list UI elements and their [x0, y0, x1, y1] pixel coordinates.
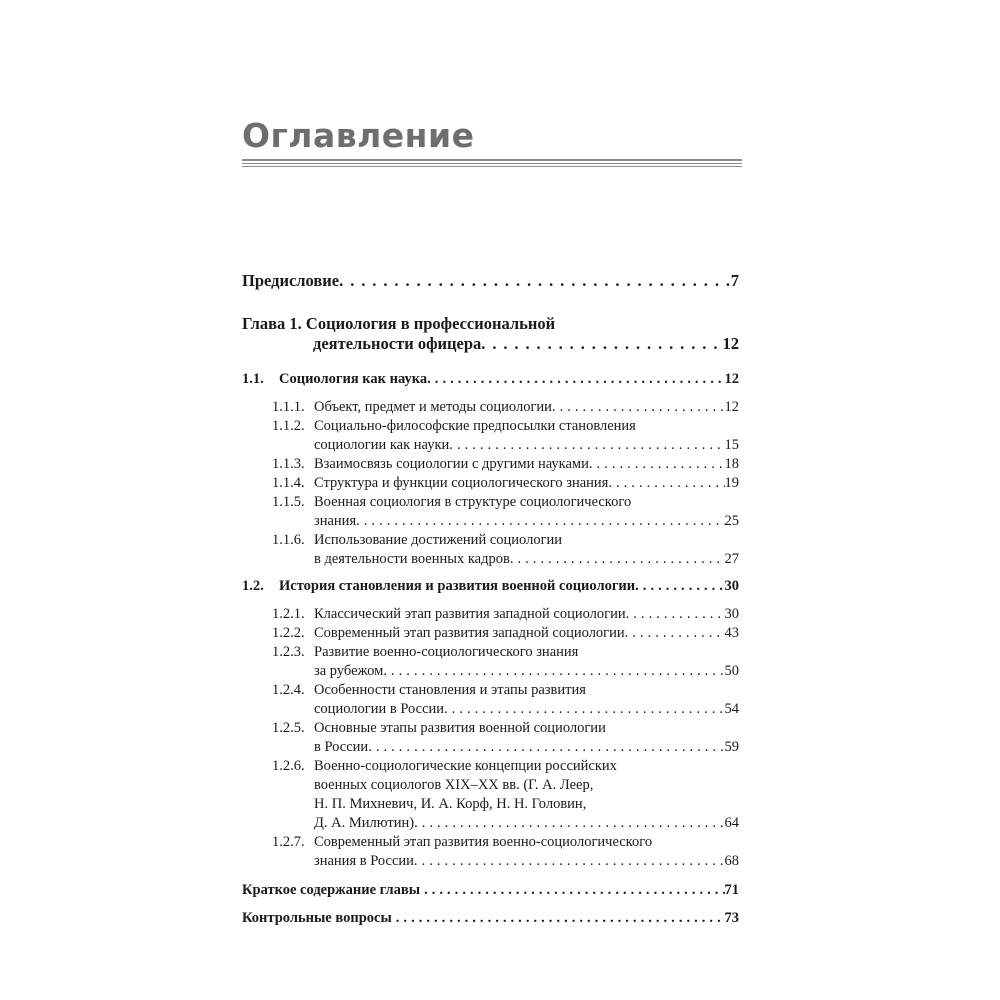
dot-leader: [589, 456, 725, 473]
toc-entry-preface[interactable]: [242, 271, 739, 295]
toc-entry-label: Современный этап развития западной социологии: [314, 625, 625, 641]
toc-page-number: 12: [724, 371, 739, 387]
dot-leader: [396, 910, 725, 927]
toc-section-number: 1.1.: [242, 371, 264, 387]
dot-leader: [449, 437, 724, 454]
toc-entry-label: Краткое содержание главы: [242, 882, 421, 898]
dot-leader: [414, 853, 725, 870]
toc-entry-chapter-summary[interactable]: [242, 882, 739, 902]
dot-leader: [414, 815, 724, 832]
toc-entry-1-2-7-continued[interactable]: [314, 853, 739, 872]
dot-leader: [510, 551, 725, 568]
toc-page-number: 50: [724, 663, 739, 679]
toc-entry-1-1-1[interactable]: [272, 399, 739, 418]
page-title: Оглавление: [242, 116, 475, 155]
toc-section-number: 1.1.4.: [272, 475, 305, 491]
toc-entry-1-1-2[interactable]: [272, 418, 739, 437]
toc-entry-1-1-6-continued[interactable]: [314, 551, 739, 570]
toc-entry-label: социологии как науки: [314, 437, 450, 453]
dot-leader: [608, 475, 724, 492]
toc-section-number: 1.1.5.: [272, 494, 305, 510]
toc-entry-label: Развитие военно-социологического знания: [314, 644, 579, 660]
toc-entry-1-1-5-continued[interactable]: [314, 513, 739, 532]
toc-entry-label: Д. А. Милютин): [314, 815, 415, 831]
toc-entry-label: знания в России: [314, 853, 414, 869]
toc-entry-1-2-2[interactable]: [272, 625, 739, 644]
toc-entry-label: в деятельности военных кадров: [314, 551, 510, 567]
dot-leader: [552, 399, 725, 416]
dot-leader: [481, 334, 722, 354]
toc-entry-1-2-3[interactable]: [272, 644, 739, 663]
dot-leader: [383, 663, 724, 680]
toc-entry-label: Контрольные вопросы: [242, 910, 392, 926]
toc-entry-label: знания: [314, 513, 357, 529]
dot-leader: [424, 882, 724, 899]
toc-entry-label: Глава 1. Социология в профессиональной: [242, 314, 556, 333]
toc-entry-1-2-1[interactable]: [272, 606, 739, 625]
toc-page-number: 27: [724, 551, 739, 567]
toc-section-number: 1.2.5.: [272, 720, 305, 736]
toc-entry-1-1-5[interactable]: [272, 494, 739, 513]
toc-page-number: 12: [724, 399, 739, 415]
toc-section-number: 1.2.4.: [272, 682, 305, 698]
title-rule-thick: [242, 159, 742, 161]
toc-entry-1-1-6[interactable]: [272, 532, 739, 551]
toc-entry-label: История становления и развития военной социологии: [279, 578, 636, 594]
toc-entry-1-2-6-continued[interactable]: [314, 815, 739, 834]
toc-entry-label: Классический этап развития западной социологии: [314, 606, 626, 622]
toc-entry-1-2-6-continued[interactable]: [314, 796, 739, 815]
toc-entry-1-2-6-continued[interactable]: [314, 777, 739, 796]
toc-entry-label: Современный этап развития военно-социологического: [314, 834, 653, 850]
toc-entry-section-1-1[interactable]: [242, 371, 739, 391]
toc-entry-1-2-4[interactable]: [272, 682, 739, 701]
toc-entry-label: военных социологов XIX–XX вв. (Г. А. Леер,: [314, 777, 594, 793]
toc-entry-label: Социально-философские предпосылки становления: [314, 418, 636, 434]
toc-page-number: 54: [724, 701, 739, 717]
toc-page-number: 7: [730, 271, 739, 290]
toc-section-number: 1.1.6.: [272, 532, 305, 548]
toc-section-number: 1.2.1.: [272, 606, 305, 622]
dot-leader: [625, 625, 725, 642]
toc-entry-1-2-3-continued[interactable]: [314, 663, 739, 682]
toc-entry-label: в России: [314, 739, 369, 755]
dot-leader: [427, 371, 724, 388]
toc-entry-1-1-4[interactable]: [272, 475, 739, 494]
toc-entry-1-2-5-continued[interactable]: [314, 739, 739, 758]
toc-entry-1-2-7[interactable]: [272, 834, 739, 853]
toc-entry-label: Особенности становления и этапы развития: [314, 682, 586, 698]
toc-page-number: 43: [724, 625, 739, 641]
toc-entry-label: за рубежом: [314, 663, 384, 679]
toc-entry-label: Предисловие: [242, 271, 340, 290]
toc-entry-label: Объект, предмет и методы социологии: [314, 399, 552, 415]
toc-entry-label: Социология как наука: [279, 371, 428, 387]
dot-leader: [368, 739, 724, 756]
toc-entry-label: социологии в России: [314, 701, 445, 717]
toc-entry-label: Военно-социологические концепции российских: [314, 758, 617, 774]
toc-section-number: 1.1.1.: [272, 399, 305, 415]
toc-entry-label: Военная социология в структуре социологического: [314, 494, 632, 510]
toc-page-number: 12: [722, 334, 739, 353]
toc-entry-label: Использование достижений социологии: [314, 532, 563, 548]
toc-entry-review-questions[interactable]: [242, 910, 739, 930]
toc-page-number: 15: [724, 437, 739, 453]
toc-entry-label: Н. П. Михневич, И. А. Корф, Н. Н. Головин,: [314, 796, 587, 812]
dot-leader: [444, 701, 724, 718]
toc-section-number: 1.1.3.: [272, 456, 305, 472]
title-rule-thin: [242, 166, 742, 167]
toc-section-number: 1.2.6.: [272, 758, 305, 774]
toc-entry-1-1-3[interactable]: [272, 456, 739, 475]
toc-entry-1-2-6[interactable]: [272, 758, 739, 777]
toc-entry-label: Структура и функции социологического знания: [314, 475, 609, 491]
toc-entry-1-1-2-continued[interactable]: [314, 437, 739, 456]
toc-entry-1-2-5[interactable]: [272, 720, 739, 739]
toc-page-number: 19: [724, 475, 739, 491]
toc-page-number: 64: [724, 815, 739, 831]
toc-section-number: 1.2.3.: [272, 644, 305, 660]
toc-entry-label: Основные этапы развития военной социологии: [314, 720, 606, 736]
toc-page-number: 30: [724, 606, 739, 622]
toc-section-number: 1.1.2.: [272, 418, 305, 434]
toc-section-number: 1.2.: [242, 578, 264, 594]
toc-page-number: 71: [724, 882, 739, 898]
dot-leader: [339, 271, 731, 291]
toc-section-number: 1.2.7.: [272, 834, 305, 850]
toc-entry-label: деятельности офицера: [313, 334, 482, 353]
toc-entry-label: Взаимосвязь социологии с другими науками: [314, 456, 589, 472]
dot-leader: [635, 578, 724, 595]
toc-page-number: 30: [724, 578, 739, 594]
dot-leader: [626, 606, 725, 623]
toc-page-number: 59: [724, 739, 739, 755]
toc-page-number: 18: [724, 456, 739, 472]
toc-entry-chapter-1-continued[interactable]: [313, 334, 739, 358]
toc-entry-section-1-2[interactable]: [242, 578, 739, 598]
dot-leader: [356, 513, 724, 530]
toc-entry-1-2-4-continued[interactable]: [314, 701, 739, 720]
toc-section-number: 1.2.2.: [272, 625, 305, 641]
toc-page-number: 73: [724, 910, 739, 926]
toc-page-number: 68: [724, 853, 739, 869]
title-rule-thin: [242, 163, 742, 164]
toc-page-number: 25: [724, 513, 739, 529]
